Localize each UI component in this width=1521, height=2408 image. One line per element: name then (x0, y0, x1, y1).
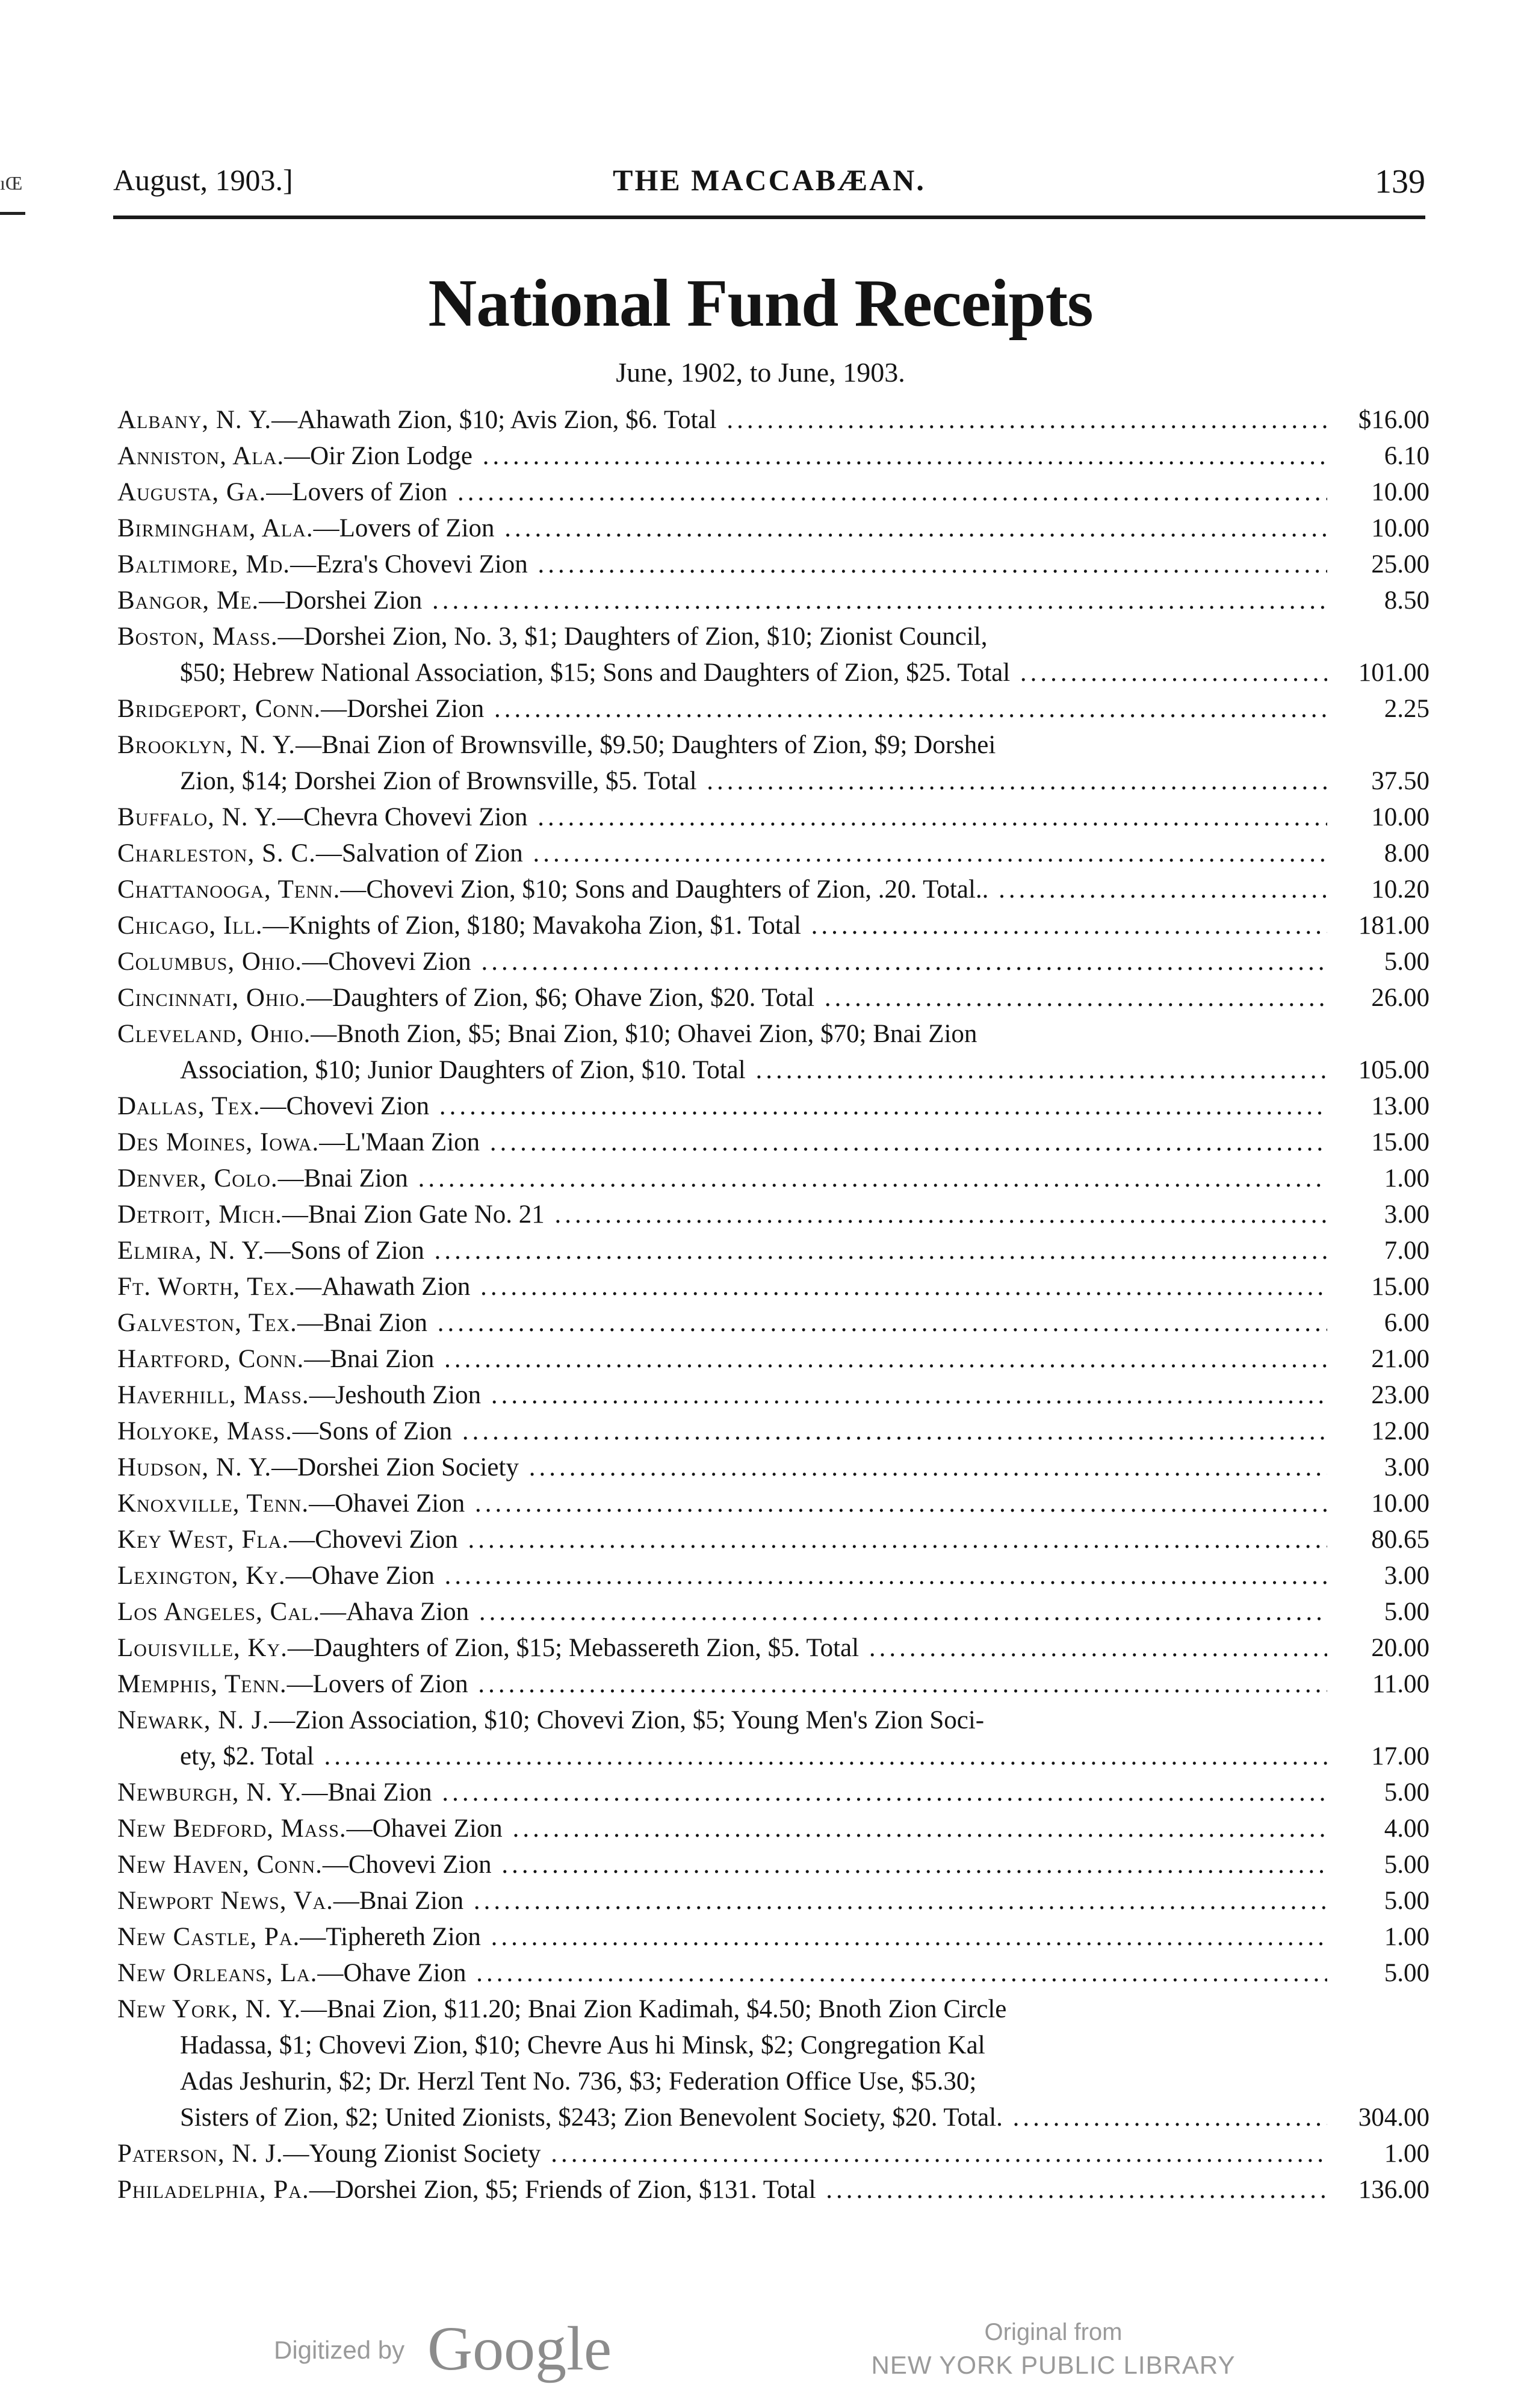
receipt-total: 101.00 (1358, 659, 1430, 687)
receipt-entry (117, 1016, 1430, 1088)
receipt-entry (117, 547, 1430, 583)
receipt-line (117, 655, 1430, 691)
receipt-total: 8.50 (1384, 586, 1430, 615)
receipt-description: —Chovevi Zion ..... (323, 1851, 1327, 1879)
receipt-total: 5.00 (1384, 948, 1430, 976)
receipt-city: Detroit, Mich. (117, 1200, 282, 1229)
receipt-description: —Dorshei Zion Society ..... (271, 1453, 1327, 1482)
receipt-city: Paterson, N. J. (117, 2140, 283, 2168)
receipt-line (117, 1702, 1430, 1739)
receipt-description: —Young Zionist Society ..... (283, 2140, 1327, 2168)
receipt-description: —Dorshei Zion, No. 3, $1; Daughters of Zion, $10; Zionist Council, (277, 622, 988, 651)
receipt-line (117, 1666, 1430, 1702)
receipt-line (117, 1377, 1430, 1413)
receipt-total: 80.65 (1371, 1525, 1430, 1554)
receipt-city: Hudson, N. Y. (117, 1453, 272, 1482)
receipt-line (117, 1125, 1430, 1161)
receipt-entry (117, 438, 1430, 474)
receipt-description: —Jeshouth Zion ..... (309, 1381, 1327, 1409)
receipt-city: Albany, N. Y. (117, 406, 272, 434)
receipt-line (117, 727, 1430, 763)
receipt-entry (117, 1991, 1430, 2136)
receipt-description: —Bnai Zion ..... (297, 1309, 1327, 1337)
original-from-label: Original from (984, 2319, 1123, 2345)
receipt-city: Chicago, Ill. (117, 911, 263, 940)
receipt-entry (117, 1233, 1430, 1269)
receipt-city: New York, N. Y. (117, 1995, 301, 2023)
receipt-line (117, 1558, 1430, 1594)
receipt-line (117, 1811, 1430, 1847)
receipt-description: —Chovevi Zion ..... (289, 1525, 1327, 1554)
receipt-description: —Ohave Zion ..... (317, 1959, 1327, 1987)
receipt-city: Memphis, Tenn. (117, 1670, 287, 1698)
receipt-city: Los Angeles, Cal. (117, 1598, 320, 1626)
receipt-city: Hartford, Conn. (117, 1345, 305, 1373)
receipt-description: —Dorshei Zion, $5; Friends of Zion, $131. Total ..... (309, 2176, 1327, 2204)
receipt-description: —Dorshei Zion ..... (321, 695, 1327, 723)
receipt-city: Galveston, Tex. (117, 1309, 297, 1337)
receipt-total: 5.00 (1384, 1778, 1430, 1807)
receipt-city: Brooklyn, N. Y. (117, 731, 296, 759)
receipt-city: Charleston, S. C. (117, 839, 316, 867)
receipt-line (117, 438, 1430, 474)
receipt-city: New Haven, Conn. (117, 1851, 323, 1879)
receipt-entry (117, 727, 1430, 799)
receipt-description: —Sons of Zion ..... (265, 1237, 1327, 1265)
receipt-city: Philadelphia, Pa. (117, 2176, 309, 2204)
receipt-line (117, 872, 1430, 908)
page-title: National Fund Receipts (428, 266, 1093, 341)
page-subtitle: June, 1902, to June, 1903. (616, 357, 905, 388)
receipt-description: —Ahawath Zion, $10; Avis Zion, $6. Total ..... (271, 406, 1327, 434)
receipt-total: 13.00 (1371, 1092, 1430, 1120)
receipt-total: 2.25 (1384, 695, 1430, 723)
receipt-entry (117, 1088, 1430, 1125)
receipt-city: Bridgeport, Conn. (117, 695, 321, 723)
receipt-total: 136.00 (1358, 2176, 1430, 2204)
receipt-entry (117, 799, 1430, 836)
receipt-total: 5.00 (1384, 1598, 1430, 1626)
receipt-total: 15.00 (1371, 1128, 1430, 1156)
receipt-description: —Bnai Zion ..... (278, 1164, 1327, 1193)
receipt-total: 37.50 (1371, 767, 1430, 795)
receipt-city: Lexington, Ky. (117, 1562, 286, 1590)
receipt-city: New Castle, Pa. (117, 1923, 300, 1951)
receipt-total: 5.00 (1384, 1959, 1430, 1987)
receipt-total: 3.00 (1384, 1200, 1430, 1229)
receipt-entry (117, 1919, 1430, 1955)
receipt-line (117, 1088, 1430, 1125)
receipt-entry (117, 1269, 1430, 1305)
receipt-line (117, 1919, 1430, 1955)
receipt-description: —Lovers of Zion ..... (314, 514, 1327, 542)
receipt-line (117, 402, 1430, 438)
receipt-line (117, 1775, 1430, 1811)
receipt-total: 105.00 (1358, 1056, 1430, 1084)
receipt-city: Des Moines, Iowa. (117, 1128, 320, 1156)
receipt-line (117, 1847, 1430, 1883)
receipt-total: 10.00 (1371, 478, 1430, 506)
receipt-description: —Ohave Zion ..... (286, 1562, 1327, 1590)
receipt-total: 1.00 (1384, 1164, 1430, 1193)
receipt-total: 10.20 (1371, 875, 1430, 904)
receipt-entry (117, 836, 1430, 872)
receipt-line (117, 836, 1430, 872)
receipt-entry (117, 1413, 1430, 1450)
receipt-entry (117, 1450, 1430, 1486)
receipt-line (117, 1630, 1430, 1666)
margin-rule (0, 212, 25, 215)
receipt-line (117, 2028, 1430, 2064)
receipt-description: —Ahava Zion ..... (320, 1598, 1327, 1626)
receipt-total: 1.00 (1384, 2140, 1430, 2168)
header-rule (113, 216, 1425, 219)
receipt-description: —Salvation of Zion ..... (316, 839, 1327, 867)
receipt-description: —Knights of Zion, $180; Mavakoha Zion, $1. Total ..... (263, 911, 1327, 940)
receipt-description: —Lovers of Zion ..... (266, 478, 1327, 506)
receipt-city: Denver, Colo. (117, 1164, 278, 1193)
receipt-line (117, 510, 1430, 547)
receipt-total: 23.00 (1371, 1381, 1430, 1409)
receipt-entry (117, 1883, 1430, 1919)
receipt-city: Ft. Worth, Tex. (117, 1273, 296, 1301)
receipt-total: 10.00 (1371, 1489, 1430, 1518)
receipt-total: 8.00 (1384, 839, 1430, 867)
receipt-line (117, 1883, 1430, 1919)
receipt-description: —Ohavei Zion ..... (347, 1814, 1327, 1843)
receipt-city: Cleveland, Ohio. (117, 1020, 311, 1048)
receipt-total: $16.00 (1358, 406, 1430, 434)
receipt-city: New Bedford, Mass. (117, 1814, 347, 1843)
receipt-entry (117, 1305, 1430, 1341)
margin-mark: ıŒ (0, 172, 23, 194)
receipt-line (117, 908, 1430, 944)
receipt-line (117, 1522, 1430, 1558)
receipt-total: 20.00 (1371, 1634, 1430, 1662)
receipt-line (117, 619, 1430, 655)
receipt-city: Elmira, N. Y. (117, 1237, 265, 1265)
receipt-description: —Daughters of Zion, $6; Ohave Zion, $20. Total ..... (306, 984, 1327, 1012)
receipt-entry (117, 1161, 1430, 1197)
receipt-description: —Bnai Zion ..... (304, 1345, 1327, 1373)
receipt-city: New Orleans, La. (117, 1959, 318, 1987)
receipt-description: —Bnai Zion ..... (333, 1887, 1327, 1915)
receipt-description: —Bnai Zion Gate No. 21 ..... (282, 1200, 1327, 1229)
receipt-entry (117, 2136, 1430, 2172)
receipt-description: $50; Hebrew National Association, $15; Sons and Daughters of Zion, $25. Total ..... (180, 659, 1327, 687)
receipt-entry (117, 1955, 1430, 1991)
receipt-line (117, 1486, 1430, 1522)
receipt-total: 25.00 (1371, 550, 1430, 579)
receipt-line (117, 474, 1430, 510)
receipt-line (117, 2136, 1430, 2172)
receipt-line (117, 1233, 1430, 1269)
receipt-entry (117, 402, 1430, 438)
receipts-list (117, 402, 1430, 2208)
receipt-description: —Ezra's Chovevi Zion ..... (290, 550, 1327, 579)
receipt-description: Zion, $14; Dorshei Zion of Brownsville, $5. Total ..... (180, 767, 1327, 795)
page-number: 139 (1375, 163, 1425, 200)
receipt-city: Birmingham, Ala. (117, 514, 314, 542)
receipt-line (117, 583, 1430, 619)
receipt-entry (117, 691, 1430, 727)
receipt-entry (117, 510, 1430, 547)
receipt-total: 3.00 (1384, 1562, 1430, 1590)
receipt-line (117, 1269, 1430, 1305)
receipt-city: Dallas, Tex. (117, 1092, 261, 1120)
receipt-description: ety, $2. Total ..... (180, 1742, 1327, 1770)
receipt-line (117, 2064, 1430, 2100)
receipt-total: 10.00 (1371, 514, 1430, 542)
receipt-entry (117, 1666, 1430, 1702)
receipt-total: 5.00 (1384, 1887, 1430, 1915)
receipt-total: 5.00 (1384, 1851, 1430, 1879)
receipt-line (117, 1052, 1430, 1088)
receipt-line (117, 1594, 1430, 1630)
receipt-entry (117, 1522, 1430, 1558)
receipt-total: 304.00 (1358, 2103, 1430, 2132)
receipt-line (117, 1197, 1430, 1233)
receipt-total: 1.00 (1384, 1923, 1430, 1951)
receipt-line (117, 944, 1430, 980)
receipt-total: 15.00 (1371, 1273, 1430, 1301)
receipt-line (117, 691, 1430, 727)
receipt-line (117, 1955, 1430, 1991)
receipt-total: 7.00 (1384, 1237, 1430, 1265)
receipt-line (117, 1991, 1430, 2028)
receipt-description: —Sons of Zion ..... (293, 1417, 1327, 1445)
receipt-entry (117, 1341, 1430, 1377)
receipt-entry (117, 583, 1430, 619)
receipt-description: —Chevra Chovevi Zion ..... (277, 803, 1327, 831)
receipt-city: Newport News, Va. (117, 1887, 333, 1915)
receipt-line (117, 547, 1430, 583)
issue-date: August, 1903.] (113, 163, 293, 197)
receipt-line (117, 1305, 1430, 1341)
receipt-city: Chattanooga, Tenn. (117, 875, 341, 904)
receipt-entry (117, 944, 1430, 980)
receipt-entry (117, 1125, 1430, 1161)
digitized-by-label: Digitized by (274, 2336, 405, 2364)
receipt-entry (117, 1377, 1430, 1413)
google-logo: Google (427, 2314, 612, 2383)
receipt-total: 21.00 (1371, 1345, 1430, 1373)
receipt-description: —Oir Zion Lodge ..... (284, 442, 1327, 470)
receipt-description: —Dorshei Zion ..... (259, 586, 1327, 615)
library-name: NEW YORK PUBLIC LIBRARY (871, 2351, 1236, 2379)
receipt-line (117, 980, 1430, 1016)
receipt-entry (117, 1197, 1430, 1233)
receipt-entry (117, 1702, 1430, 1775)
receipt-entry (117, 2172, 1430, 2208)
receipt-description: —Ohavei Zion ..... (309, 1489, 1327, 1518)
receipt-description: —Bnai Zion ..... (302, 1778, 1327, 1807)
receipt-description: —Chovevi Zion ..... (260, 1092, 1327, 1120)
receipt-line (117, 2100, 1430, 2136)
receipt-city: Augusta, Ga. (117, 478, 267, 506)
receipt-line (117, 1413, 1430, 1450)
receipt-total: 3.00 (1384, 1453, 1430, 1482)
receipt-city: Key West, Fla. (117, 1525, 290, 1554)
receipt-description: —Lovers of Zion ..... (287, 1670, 1327, 1698)
receipt-total: 10.00 (1371, 803, 1430, 831)
receipt-city: Buffalo, N. Y. (117, 803, 277, 831)
receipt-entry (117, 1775, 1430, 1811)
receipt-entry (117, 980, 1430, 1016)
receipt-city: Haverhill, Mass. (117, 1381, 309, 1409)
receipt-entry (117, 1594, 1430, 1630)
receipt-description: —L'Maan Zion ..... (319, 1128, 1327, 1156)
receipt-description: —Ahawath Zion ..... (296, 1273, 1327, 1301)
receipt-entry (117, 1486, 1430, 1522)
receipt-line (117, 1739, 1430, 1775)
receipt-description: —Bnai Zion, $11.20; Bnai Zion Kadimah, $4.50; Bnoth Zion Circle (300, 1995, 1007, 2023)
journal-title: THE MACCABÆAN. (613, 163, 926, 197)
receipt-total: 26.00 (1371, 984, 1430, 1012)
receipt-description: Association, $10; Junior Daughters of Zion, $10. Total ..... (180, 1056, 1327, 1084)
receipt-entry (117, 1558, 1430, 1594)
receipt-description: Adas Jeshurin, $2; Dr. Herzl Tent No. 736, $3; Federation Office Use, $5.30; (180, 2067, 977, 2096)
receipt-description: Sisters of Zion, $2; United Zionists, $243; Zion Benevolent Society, $20. Total. ..... (180, 2103, 1327, 2132)
receipt-line (117, 1016, 1430, 1052)
receipt-total: 6.00 (1384, 1309, 1430, 1337)
receipt-line (117, 1161, 1430, 1197)
receipt-description: —Chovevi Zion, $10; Sons and Daughters of Zion, .20. Total.. ..... (340, 875, 1327, 904)
receipt-description: —Zion Association, $10; Chovevi Zion, $5; Young Men's Zion Soci- (269, 1706, 985, 1734)
receipt-description: —Daughters of Zion, $15; Mebassereth Zion, $5. Total ..... (288, 1634, 1327, 1662)
receipt-city: Louisville, Ky. (117, 1634, 288, 1662)
receipt-entry (117, 619, 1430, 691)
receipt-total: 17.00 (1371, 1742, 1430, 1770)
receipt-entry (117, 872, 1430, 908)
receipt-city: Boston, Mass. (117, 622, 278, 651)
receipt-city: Cincinnati, Ohio. (117, 984, 306, 1012)
receipt-city: Anniston, Ala. (117, 442, 285, 470)
receipt-description: —Chovevi Zion ..... (302, 948, 1327, 976)
receipt-city: Newark, N. J. (117, 1706, 270, 1734)
receipt-line (117, 1341, 1430, 1377)
receipt-city: Holyoke, Mass. (117, 1417, 293, 1445)
receipt-description: —Bnoth Zion, $5; Bnai Zion, $10; Ohavei Zion, $70; Bnai Zion (311, 1020, 977, 1048)
receipt-entry (117, 1630, 1430, 1666)
receipt-city: Baltimore, Md. (117, 550, 291, 579)
receipt-entry (117, 474, 1430, 510)
receipt-city: Columbus, Ohio. (117, 948, 302, 976)
receipt-city: Bangor, Me. (117, 586, 259, 615)
receipt-total: 4.00 (1384, 1814, 1430, 1843)
receipt-city: Newburgh, N. Y. (117, 1778, 302, 1807)
receipt-line (117, 2172, 1430, 2208)
receipt-entry (117, 1847, 1430, 1883)
receipt-entry (117, 908, 1430, 944)
receipt-description: —Tiphereth Zion ..... (300, 1923, 1327, 1951)
receipt-line (117, 1450, 1430, 1486)
receipt-description: —Bnai Zion of Brownsville, $9.50; Daughters of Zion, $9; Dorshei (296, 731, 996, 759)
receipt-entry (117, 1811, 1430, 1847)
receipt-city: Knoxville, Tenn. (117, 1489, 309, 1518)
receipt-line (117, 799, 1430, 836)
receipt-total: 12.00 (1371, 1417, 1430, 1445)
receipt-total: 6.10 (1384, 442, 1430, 470)
receipt-total: 11.00 (1372, 1670, 1430, 1698)
receipt-total: 181.00 (1358, 911, 1430, 940)
running-header (113, 163, 1425, 211)
receipt-line (117, 763, 1430, 799)
receipt-description: Hadassa, $1; Chovevi Zion, $10; Chevre Aus hi Minsk, $2; Congregation Kal (180, 2031, 985, 2059)
